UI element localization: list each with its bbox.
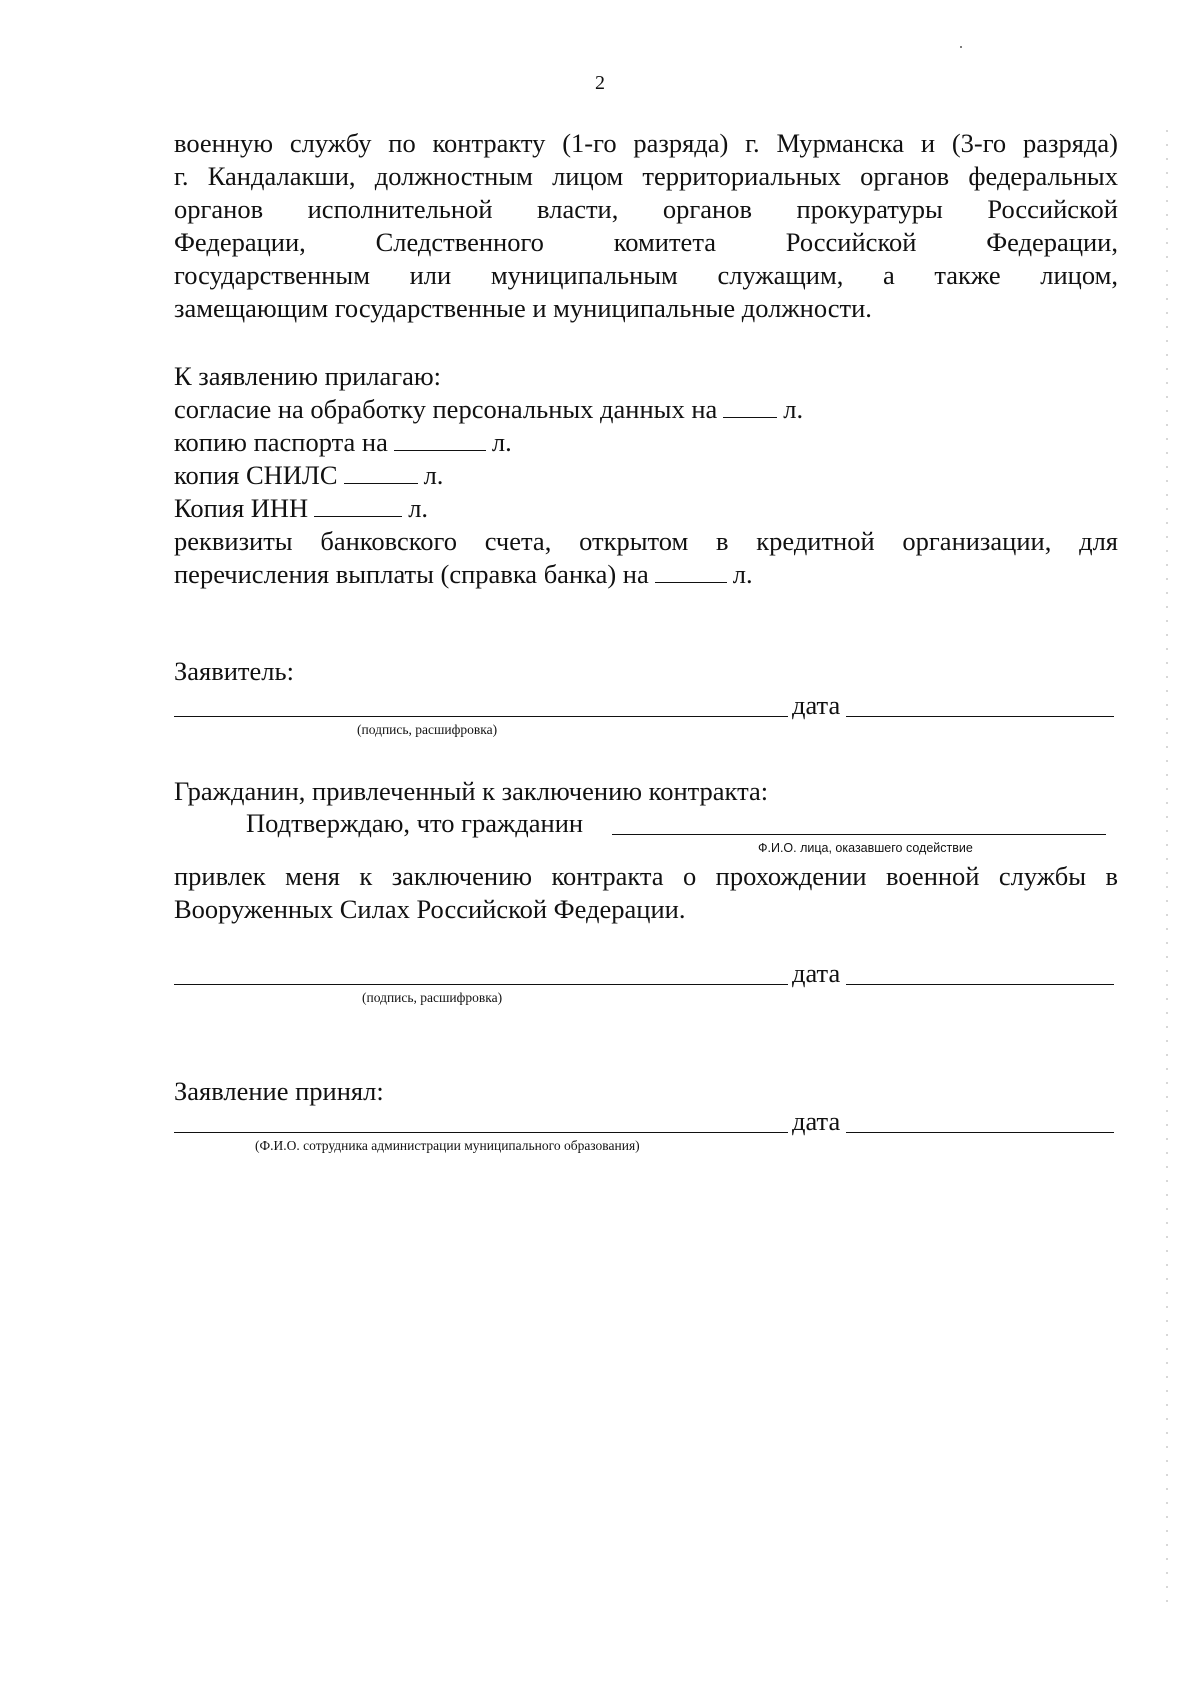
sheet-abbrev: л. [408, 493, 429, 523]
applicant-heading: Заявитель: [174, 656, 294, 686]
paragraph-line: органов исполнительной власти, органов прокуратуры Российской [174, 194, 1118, 224]
accepted-fio-field[interactable] [174, 1132, 788, 1133]
citizen-date-field[interactable] [846, 984, 1114, 985]
passport-pages-field[interactable] [394, 428, 486, 451]
applicant-signature-caption: (подпись, расшифровка) [357, 722, 498, 737]
accepted-heading: Заявление принял: [174, 1076, 384, 1106]
statement-line: Вооруженных Силах Российской Федерации. [174, 894, 686, 924]
attachment-consent-label: согласие на обработку персональных данных на [174, 394, 718, 424]
consent-pages-field[interactable] [723, 395, 777, 418]
paragraph-line: государственным или муниципальным служащим, а также лицом, [174, 260, 1118, 290]
scan-speck [960, 46, 962, 48]
scan-edge-dots [1166, 130, 1168, 1610]
citizen-fio-field[interactable] [612, 834, 1106, 835]
paragraph-eligibility [174, 127, 1118, 325]
attachment-passport [174, 426, 1118, 459]
citizen-signature-field[interactable] [174, 984, 788, 985]
statement-line: привлек меня к заключению контракта о прохождении военной службы в [174, 861, 1118, 891]
paragraph-line: военную службу по контракту (1-го разряда) г. Мурманска и (3-го разряда) [174, 128, 1118, 158]
applicant-date-field[interactable] [846, 716, 1114, 717]
paragraph-line: г. Кандалакши, должностным лицом территориальных органов федеральных [174, 161, 1118, 191]
citizen-heading: Гражданин, привлеченный к заключению контракта: [174, 776, 769, 806]
citizen-statement [174, 860, 1118, 926]
accepted-fio-caption: (Ф.И.О. сотрудника администрации муниципального образования) [255, 1138, 640, 1153]
attachment-inn [174, 492, 1118, 525]
inn-pages-field[interactable] [314, 494, 402, 517]
attachment-bank-line: реквизиты банковского счета, открытом в кредитной организации, для [174, 526, 1118, 556]
accepted-date-field[interactable] [846, 1132, 1114, 1133]
applicant-date-label: дата [792, 690, 841, 720]
citizen-signature-caption: (подпись, расшифровка) [362, 990, 503, 1005]
citizen-date-label: дата [792, 958, 841, 988]
paragraph-line: замещающим государственные и муниципальные должности. [174, 293, 872, 323]
attachment-inn-label: Копия ИНН [174, 493, 309, 523]
citizen-fio-caption: Ф.И.О. лица, оказавшего содействие [758, 841, 973, 855]
page-number: 2 [595, 72, 605, 94]
sheet-abbrev: л. [732, 559, 753, 589]
bank-pages-field[interactable] [655, 560, 727, 583]
attachments-heading: К заявлению прилагаю: [174, 361, 442, 391]
paragraph-line: Федерации, Следственного комитета Российской Федерации, [174, 227, 1118, 257]
attachment-bank-label: перечисления выплаты (справка банка) на [174, 559, 649, 589]
sheet-abbrev: л. [423, 460, 444, 490]
attachment-snils [174, 459, 1118, 492]
snils-pages-field[interactable] [344, 461, 418, 484]
attachment-snils-label: копия СНИЛС [174, 460, 338, 490]
applicant-signature-field[interactable] [174, 716, 788, 717]
citizen-confirm-text: Подтверждаю, что гражданин [246, 808, 584, 838]
sheet-abbrev: л. [491, 427, 512, 457]
attachment-bank [174, 558, 1118, 591]
accepted-date-label: дата [792, 1106, 841, 1136]
attachment-passport-label: копию паспорта на [174, 427, 388, 457]
attachments-section [174, 360, 1118, 591]
attachment-consent [174, 393, 1118, 426]
sheet-abbrev: л. [783, 394, 804, 424]
